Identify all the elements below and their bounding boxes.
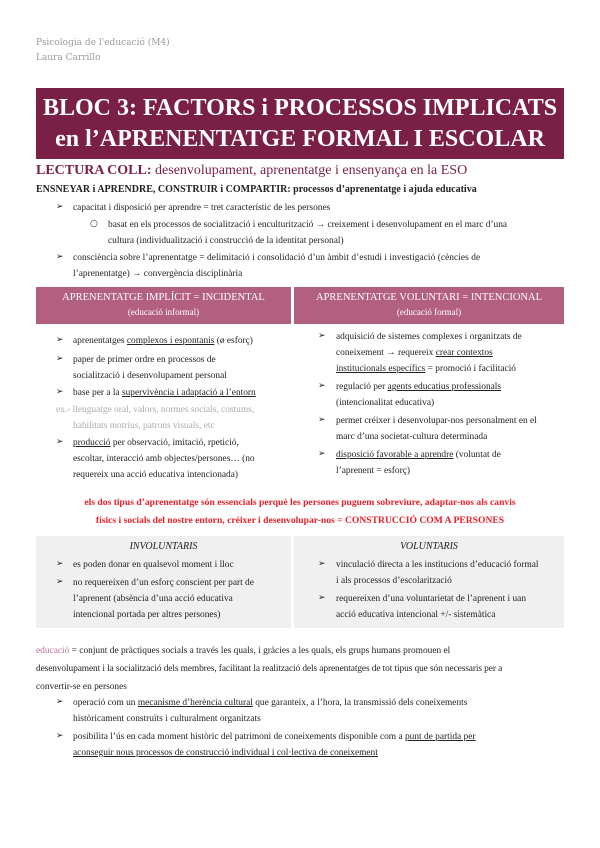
education-definition: desenvolupament i la socialització dels membres, facilitant la realització dels aprenentatges de tot tipus que són necessaris per a — [36, 664, 503, 674]
involuntary-point: es poden donar en qualsevol moment i lloc — [73, 560, 234, 570]
bullet-text: capacitat i disposició per aprendre = tret característic de les persones — [73, 203, 331, 213]
arrow-bullet-icon: ➢ — [318, 381, 326, 391]
course-name: Psicologia de l'educació (M4) — [36, 38, 170, 48]
document-header — [36, 36, 170, 66]
section-subheading: ENSNEYAR i APRENDRE, CONSTRUIR i COMPARTIR: processos d’aprenentatge i ajuda educativa — [36, 184, 477, 195]
voluntary-point: acció educativa intencional +/- sistemàtica — [336, 610, 496, 620]
arrow-bullet-icon: ➢ — [56, 252, 64, 262]
arrow-bullet-icon: ➢ — [56, 437, 64, 447]
bullet-text: consciència sobre l’aprenentatge = delimitació i consolidació d’un àmbit d’estudi i investigació (cències de — [73, 253, 481, 263]
voluntary-title: APRENENTATGE VOLUNTARI = INTENCIONAL — [316, 292, 542, 303]
implicit-point: socialització i desenvolupament personal — [73, 371, 227, 381]
implicit-point: escoltar, interacció amb objectes/persones… (no — [73, 454, 255, 464]
voluntary-point: adquisició de sistemes complexes i organitzats de — [336, 332, 522, 342]
arrow-bullet-icon: ➢ — [56, 387, 64, 397]
arrow-bullet-icon: ➢ — [318, 331, 326, 341]
implicit-header — [36, 287, 291, 324]
voluntary-point: (intencionalitat educativa) — [336, 398, 435, 408]
implicit-point: base per a la supervivència i adaptació a l’entorn — [73, 388, 256, 398]
voluntary-point: marc d’una societat-cultura determinada — [336, 432, 488, 442]
voluntary-subtitle: (educació formal) — [396, 307, 462, 317]
voluntary-header — [294, 287, 564, 324]
involuntary-point: intencional portada per altres persones) — [73, 610, 221, 620]
education-definition: convertir-se en persones — [36, 682, 127, 692]
voluntary-point: disposició favorable a aprendre (voluntat de — [336, 450, 501, 460]
education-definition: educació = conjunt de pràctiques socials a través les quals, i gràcies a les quals, els grups humans promouen el — [36, 646, 451, 656]
education-point: operació com un mecanisme d’herència cultural que garanteix, a l’hora, la transmissió dels coneixements — [73, 698, 468, 708]
education-point: històricament construïts i culturalment organitzats — [73, 714, 261, 724]
bullet-text: cultura (individualització i construcció de la identitat personal) — [108, 236, 344, 246]
arrow-bullet-icon: ➢ — [56, 202, 64, 212]
reading-topic: desenvolupament, aprenentatge i ensenyança en la ESO — [155, 163, 468, 178]
involuntary-point: no requereixen d’un esforç conscient per part de — [73, 578, 254, 588]
implicit-point: aprenentatges complexos i espontanis (ø esforç) — [73, 336, 253, 346]
arrow-bullet-icon: ➢ — [56, 731, 64, 741]
voluntary-point: vinculació directa a les institucions d’educació formal — [336, 560, 539, 570]
involuntary-point: l’aprenent (absència d’una acció educativa — [73, 594, 233, 604]
conclusion-line-1: els dos tipus d’aprenentatge són essencials perquè les persones puguem sobreviure, adaptar-nos als canvis — [84, 497, 516, 508]
implicit-point: producció per observació, imitació, rpetició, — [73, 438, 239, 448]
reading-heading — [36, 163, 467, 179]
conclusion-line-2: físics i socials del nostre entorn, créixer i desenvolupar-nos = CONSTRUCCIÓ COM A PERSONES — [95, 515, 505, 526]
bullet-text: l’aprenentatge) → convergència disciplinària — [73, 269, 243, 279]
title-line-1: BLOC 3: FACTORS i PROCESSOS IMPLICATS — [42, 95, 558, 121]
arrow-bullet-icon: ➢ — [318, 559, 326, 569]
arrow-bullet-icon: ➢ — [56, 559, 64, 569]
author-name: Laura Carrillo — [36, 53, 101, 63]
involuntary-heading: INVOLUNTARIS — [129, 541, 198, 552]
title-line-2: en l’APRENENTATGE FORMAL I ESCOLAR — [55, 126, 545, 152]
implicit-point: requereix una acció educativa intencionada) — [73, 470, 239, 480]
education-point: posibilita l’ús en cada moment històric del patrimoni de coneixements disponible com a punt de partida per — [73, 732, 476, 742]
education-point: aconseguir nous processos de construcció individual i col·lectiva de coneixement — [73, 748, 378, 758]
title-banner — [36, 88, 564, 159]
voluntary-point: regulació per agents educatius professionals — [336, 382, 502, 392]
voluntary-point: permet créixer i desenvolupar-nos personalment en el — [336, 416, 537, 426]
example-text: ex.- llenguatge oral, valors, normes socials, costums, — [56, 405, 255, 415]
example-text: habilitats motrius, patrons visuals, etc — [73, 421, 215, 431]
voluntary-point: coneixement → requereix crear contextos — [336, 348, 493, 358]
reading-label: LECTURA COLL: — [36, 163, 152, 178]
voluntary-point: institucionals específics = promoció i facilitació — [336, 364, 516, 374]
arrow-bullet-icon: ➢ — [318, 449, 326, 459]
arrow-bullet-icon: ➢ — [56, 335, 64, 345]
arrow-bullet-icon: ➢ — [56, 697, 64, 707]
implicit-subtitle: (educació informal) — [127, 307, 200, 317]
arrow-bullet-icon: ➢ — [56, 354, 64, 364]
voluntary-point: l’aprenent = esforç) — [336, 466, 410, 476]
voluntary-point: i als processos d’escolarització — [336, 576, 452, 586]
voluntary-heading: VOLUNTARIS — [400, 541, 458, 552]
bullet-text: basat en els processos de socialització i enculturització → creixement i desenvolupament en el marc d’una — [108, 220, 508, 230]
implicit-title: APRENENTATGE IMPLÍCIT = INCIDENTAL — [62, 292, 265, 303]
voluntary-point: requereixen d’una voluntarietat de l’aprenent i uan — [336, 594, 527, 604]
arrow-bullet-icon: ➢ — [318, 593, 326, 603]
arrow-bullet-icon: ➢ — [318, 415, 326, 425]
implicit-point: paper de primer ordre en processos de — [73, 355, 216, 365]
arrow-bullet-icon: ➢ — [56, 577, 64, 587]
circle-bullet-icon: ○ — [90, 219, 98, 229]
